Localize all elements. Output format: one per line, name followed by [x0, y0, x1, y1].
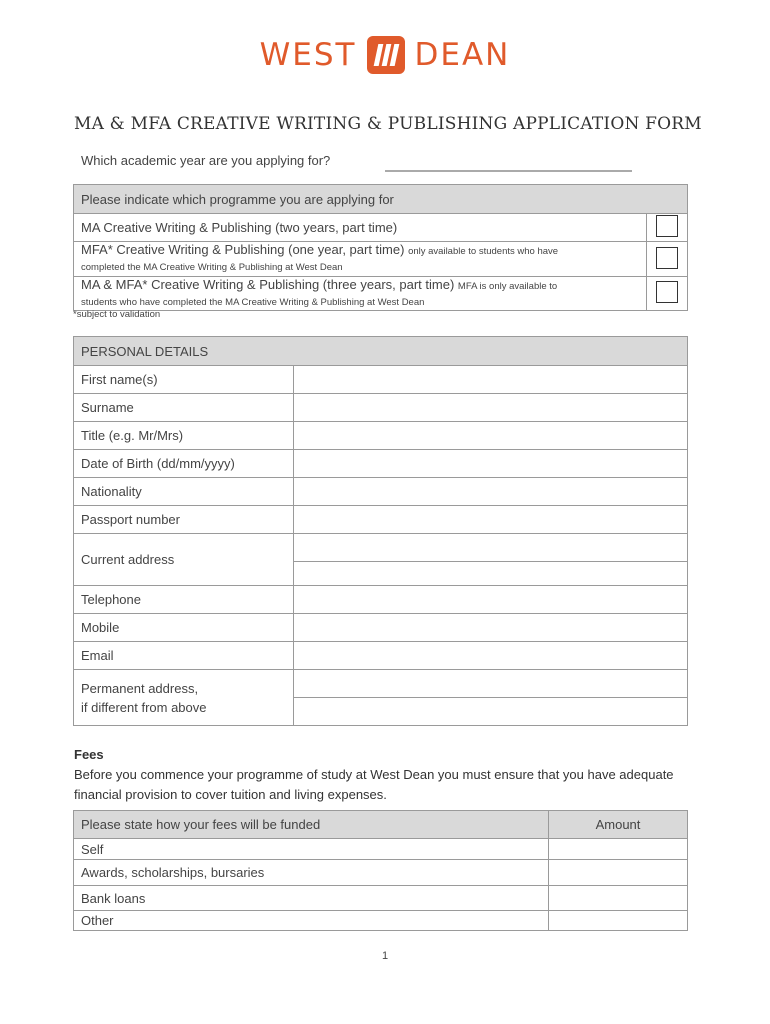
programme-option-ma [74, 214, 647, 242]
field-label: Date of Birth (dd/mm/yyyy) [74, 450, 294, 478]
checkbox-mfa[interactable] [656, 247, 678, 269]
personal-details-table [73, 336, 688, 726]
field-label: Current address [74, 534, 294, 586]
current-address-line-2[interactable] [294, 562, 688, 586]
page-number: 1 [381, 950, 389, 962]
permanent-address-line-2[interactable] [294, 698, 688, 726]
option-note: MFA is only available to [457, 280, 558, 292]
amount-header: Amount [549, 811, 688, 839]
telephone-input[interactable] [294, 586, 688, 614]
field-label: Mobile [74, 614, 294, 642]
mobile-input[interactable] [294, 614, 688, 642]
email-input[interactable] [294, 642, 688, 670]
option-note-continued: students who have completed the MA Creative Writing & Publishing at West Dean [81, 296, 425, 308]
title-input[interactable] [294, 422, 688, 450]
programme-table [73, 184, 688, 311]
field-label: Telephone [74, 586, 294, 614]
fees-table [73, 810, 688, 931]
field-label: Email [74, 642, 294, 670]
field-label: Title (e.g. Mr/Mrs) [74, 422, 294, 450]
fee-source-label: Self [74, 839, 549, 860]
permanent-address-line2: if different from above [81, 699, 207, 715]
checkbox-ma-mfa[interactable] [656, 281, 678, 303]
logo-mark-icon [367, 36, 405, 74]
fee-source-label: Awards, scholarships, bursaries [74, 860, 549, 886]
fees-heading: Fees [74, 747, 104, 762]
permanent-address-line1: Permanent address, [81, 680, 199, 696]
programme-option-mfa [74, 242, 647, 277]
option-main-label: MA & MFA* Creative Writing & Publishing (three years, part time) [81, 276, 455, 292]
fees-table-header: Please state how your fees will be funded [74, 811, 549, 839]
other-amount-input[interactable] [549, 911, 688, 931]
current-address-line-1[interactable] [294, 534, 688, 562]
self-amount-input[interactable] [549, 839, 688, 860]
awards-amount-input[interactable] [549, 860, 688, 886]
date-of-birth-input[interactable] [294, 450, 688, 478]
personal-details-header: PERSONAL DETAILS [74, 337, 688, 366]
academic-year-label: Which academic year are you applying for? [81, 153, 331, 168]
passport-number-input[interactable] [294, 506, 688, 534]
validation-footnote: *subject to validation [73, 309, 161, 320]
logo-word-left: WEST [259, 37, 357, 73]
field-label: Nationality [74, 478, 294, 506]
field-label: Surname [74, 394, 294, 422]
permanent-address-label [74, 670, 294, 726]
first-name-input[interactable] [294, 366, 688, 394]
field-label: First name(s) [74, 366, 294, 394]
option-note: only available to students who have [408, 246, 559, 257]
fees-paragraph: Before you commence your programme of study at West Dean you must ensure that you have adequate financial provision to cover tuition and living expenses. [74, 767, 674, 802]
form-title: MA & MFA CREATIVE WRITING & PUBLISHING APPLICATION FORM [74, 114, 702, 134]
academic-year-field[interactable] [385, 170, 632, 172]
bank-loans-amount-input[interactable] [549, 886, 688, 911]
option-main-label: MA Creative Writing & Publishing (two years, part time) [81, 220, 398, 235]
fee-source-label: Bank loans [74, 886, 549, 911]
option-main-label: MFA* Creative Writing & Publishing (one year, part time) [81, 242, 405, 257]
field-label: Passport number [74, 506, 294, 534]
west-dean-logo [0, 36, 770, 74]
nationality-input[interactable] [294, 478, 688, 506]
fee-source-label: Other [74, 911, 549, 931]
programme-header: Please indicate which programme you are applying for [74, 185, 688, 214]
logo-word-right: DEAN [414, 37, 511, 73]
option-note-continued: completed the MA Creative Writing & Publishing at West Dean [81, 262, 343, 273]
programme-option-ma-mfa [74, 277, 647, 311]
checkbox-ma[interactable] [656, 215, 678, 237]
surname-input[interactable] [294, 394, 688, 422]
permanent-address-line-1[interactable] [294, 670, 688, 698]
